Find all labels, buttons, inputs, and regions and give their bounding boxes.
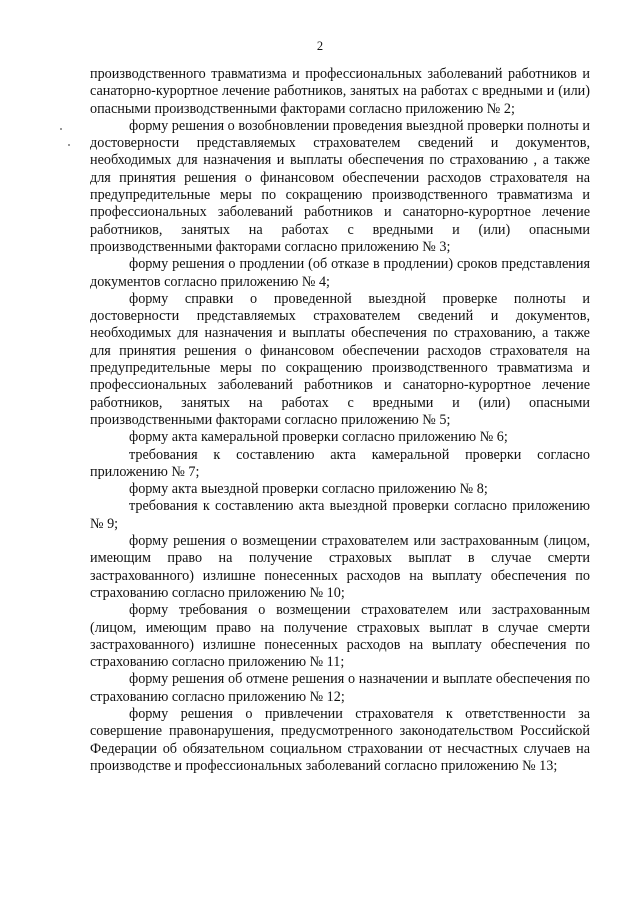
- paragraph: форму акта выездной проверки согласно приложению № 8;: [129, 481, 488, 498]
- paragraph: форму решения о продлении (об отказе в продлении) сроков представления документов согласно приложению № 4;: [90, 256, 590, 290]
- paragraph: форму решения о возобновлении проведения выездной проверки полноты и достоверности представляемых страхователем сведений и документов, необходимых для назначения и выплаты обеспечения по страхованию , а также для принятия решения о финансовом обеспечении расходов страхователя на предупредительные меры по сокращению производственного травматизма и профессиональных заболеваний работников и санаторно-курортное лечение работников, занятых на работах с вредными и (или) опасными производственными факторами согласно приложению № 3;: [90, 117, 590, 255]
- paragraph: производственного травматизма и профессиональных заболеваний работников и санаторно-курортное лечение работников, занятых на работах с вредными и (или) опасными производственными факторами согласно приложению № 2;: [90, 66, 590, 117]
- paragraph: форму решения об отмене решения о назначении и выплате обеспечения по страхованию согласно приложению № 12;: [90, 671, 590, 705]
- page-number: 2: [316, 39, 324, 53]
- paragraph: форму решения о возмещении страхователем или застрахованным (лицом, имеющим право на получение страховых выплат в случае смерти застрахованного) излишне понесенных расходов на выплату обеспечения по страхованию согласно приложению № 10;: [90, 533, 590, 601]
- paragraph: форму акта камеральной проверки согласно приложению № 6;: [129, 429, 508, 446]
- paragraph: форму требования о возмещении страхователем или застрахованным (лицом, имеющим право на получение страховых выплат в случае смерти застрахованного) излишне понесенных расходов на выплату обеспечения по страхованию согласно приложению № 11;: [90, 602, 590, 671]
- paragraph: форму справки о проведенной выездной проверке полноты и достоверности представляемых страхователем сведений и документов, необходимых для назначения и выплаты обеспечения по страхованию, а также для принятия решения о финансовом обеспечении расходов страхователя на предупредительные меры по сокращению производственного травматизма и профессиональных заболеваний работников и санаторно-курортное лечение работников, занятых на работах с вредными и (или) опасными производственными факторами согласно приложению № 5;: [90, 290, 590, 428]
- paragraph: форму решения о привлечении страхователя к ответственности за совершение правонарушения, предусмотренного законодательством Российской Федерации об обязательном социальном страховании от несчастных случаев на производстве и профессиональных заболеваний согласно приложению № 13;: [90, 705, 590, 774]
- scan-speck: [60, 128, 62, 130]
- document-body: [90, 66, 590, 775]
- paragraph: требования к составлению акта выездной проверки согласно приложению № 9;: [90, 498, 590, 532]
- scan-speck: [68, 144, 70, 146]
- paragraph: требования к составлению акта камеральной проверки согласно приложению № 7;: [90, 446, 590, 480]
